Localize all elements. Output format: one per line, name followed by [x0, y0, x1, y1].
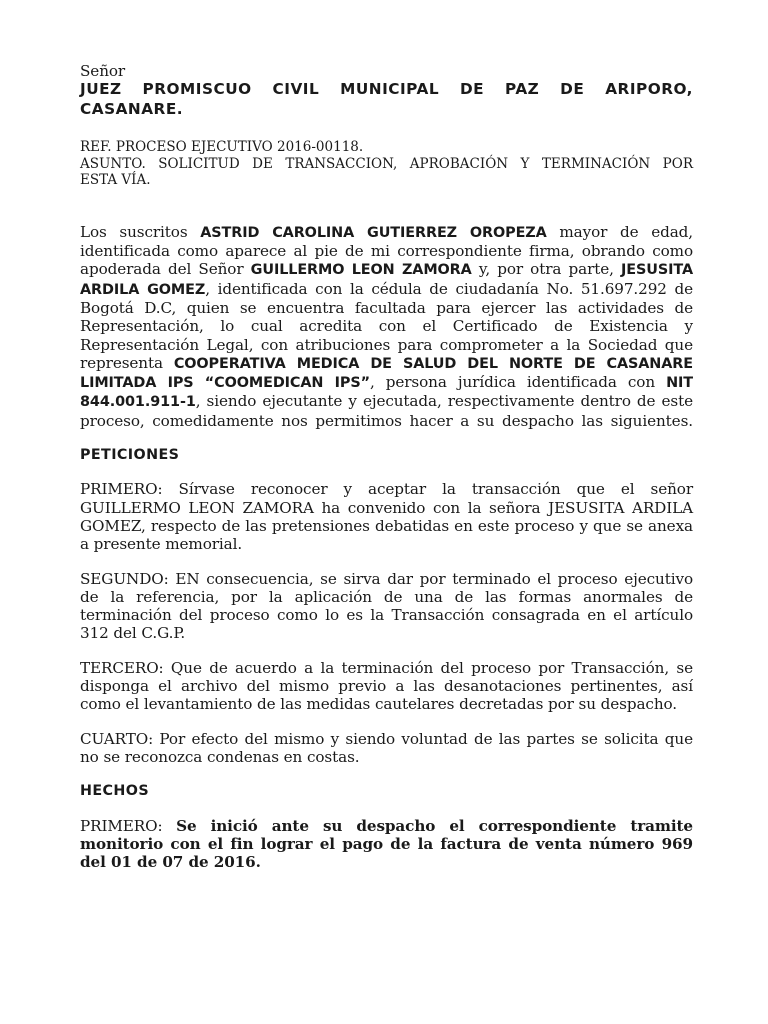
peticion-cuarto: CUARTO: Por efecto del mismo y siendo voluntad de las partes se solicita que no se reconozca condenas en costas. [80, 729, 693, 766]
subject-line: ASUNTO. SOLICITUD DE TRANSACCION, APROBACIÓN Y TERMINACIÓN POR [80, 155, 693, 172]
court-name-line-2: CASANARE. [80, 99, 184, 118]
peticion-segundo: SEGUNDO: EN consecuencia, se sirva dar por terminado el proceso ejecutivo de la referencia, por la aplicación de una de las formas anormales de terminación del proceso como lo es la Transacción consagrada en el artículo 312 del C.G.P. [80, 569, 693, 643]
reference-line: REF. PROCESO EJECUTIVO 2016-00118. [80, 139, 364, 156]
client-name: GUILLERMO LEON ZAMORA [250, 262, 472, 279]
hechos-heading: HECHOS [80, 783, 150, 800]
peticion-primero: PRIMERO: Sírvase reconocer y aceptar la transacción que el señor GUILLERMO LEON ZAMORA ha convenido con la señora JESUSITA ARDILA GOMEZ, respecto de las pretensiones debatidas en este proceso y que se anexa a presente memorial. [80, 480, 693, 554]
salutation: Señor [80, 62, 126, 80]
court-name-line-1: JUEZ PROMISCUO CIVIL MUNICIPAL DE PAZ DE ARIPORO, [80, 80, 693, 99]
company-nit: NIT 844.001.911-1 [80, 375, 693, 411]
peticiones-heading: PETICIONES [80, 447, 180, 464]
intro-paragraph: Los suscritos ASTRID CAROLINA GUTIERREZ OROPEZA mayor de edad, identificada como aparece al pie de mi correspondiente firma, obrando como apoderada del Señor GUILLERMO LEON ZAMORA y, por otra parte, JESUSITA ARDILA GOMEZ, identificada con la cédula de ciudadanía No. 51.697.292 de Bogotá D.C, quien se encuentra facultada para ejercer las actividades de Representación, lo cual acredita con el Certificado de Existencia y Representación Legal, con atribuciones para comprometer a la Sociedad que representa COOPERATIVA MEDICA DE SALUD DEL NORTE DE CASANARE LIMITADA IPS “COOMEDICAN IPS”, persona jurídica identificada con NIT 844.001.911-1, siendo ejecutante y ejecutada, respectivamente dentro de este proceso, comedidamente nos permitimos hacer a su despacho las siguientes. [80, 222, 694, 430]
representative-name: JESUSITA ARDILA GOMEZ [80, 262, 694, 298]
peticion-tercero: TERCERO: Que de acuerdo a la terminación del proceso por Transacción, se disponga el archivo del mismo previo a las desanotaciones pertinentes, así como el levantamiento de las medidas cautelares decretadas por su despacho. [80, 658, 693, 714]
company-name: COOPERATIVA MEDICA DE SALUD DEL NORTE DE CASANARE LIMITADA IPS “COOMEDICAN IPS” [80, 355, 693, 392]
attorney-name: ASTRID CAROLINA GUTIERREZ OROPEZA [200, 224, 547, 241]
subject-line-continued: ESTA VÍA. [80, 172, 151, 189]
document-page [80, 62, 693, 871]
hecho-primero: PRIMERO: Se inició ante su despacho el correspondiente tramite monitorio con el fin lograr el pago de la factura de venta número 969 del 01 de 07 de 2016. [80, 816, 693, 872]
